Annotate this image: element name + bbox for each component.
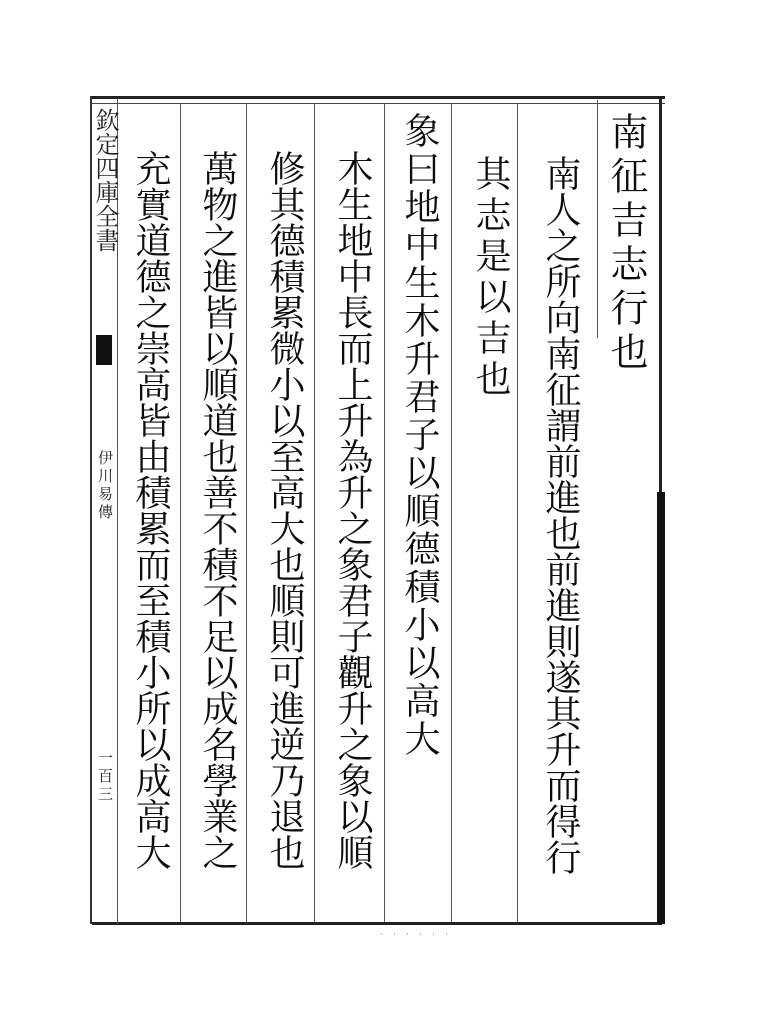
text-column-1: 南人之所向南征謂前進也前進則遂其升而得行 (540, 155, 581, 875)
column-divider (314, 104, 315, 922)
section-heading: 南征吉志行也 (604, 112, 648, 376)
fold-page-number: 一百三 (96, 750, 114, 804)
frame-top-inner-border (90, 103, 665, 104)
text-column-6: 萬物之進皆以順道也善不積不足以成名學業之 (197, 150, 238, 870)
text-column-4: 木生地中長而上升為升之象君子觀升之象以順 (332, 150, 373, 870)
column-divider (246, 104, 247, 922)
column-divider (384, 104, 385, 922)
column-divider (517, 104, 518, 922)
column-divider (451, 104, 452, 922)
frame-top-border (90, 96, 665, 99)
fold-book-title: 欽定四庫全書 (91, 108, 119, 252)
fold-fishtail-mark (96, 335, 112, 365)
text-column-7: 充實道德之崇高皆由積累而至積小所以成高大 (130, 150, 171, 870)
fold-section-title: 伊川易傳 (96, 450, 114, 522)
scan-speckle: · · · · · · (380, 930, 452, 939)
frame-bottom-border (92, 922, 662, 925)
text-column-5: 修其德積累微小以至高大也順則可進逆乃退也 (264, 150, 305, 870)
frame-right-thick-bar (657, 492, 665, 924)
text-column-2: 其志是以吉也 (470, 155, 511, 401)
text-column-3: 象曰地中生木升君子以順德積小以高大 (399, 112, 440, 758)
column-divider (180, 104, 181, 922)
